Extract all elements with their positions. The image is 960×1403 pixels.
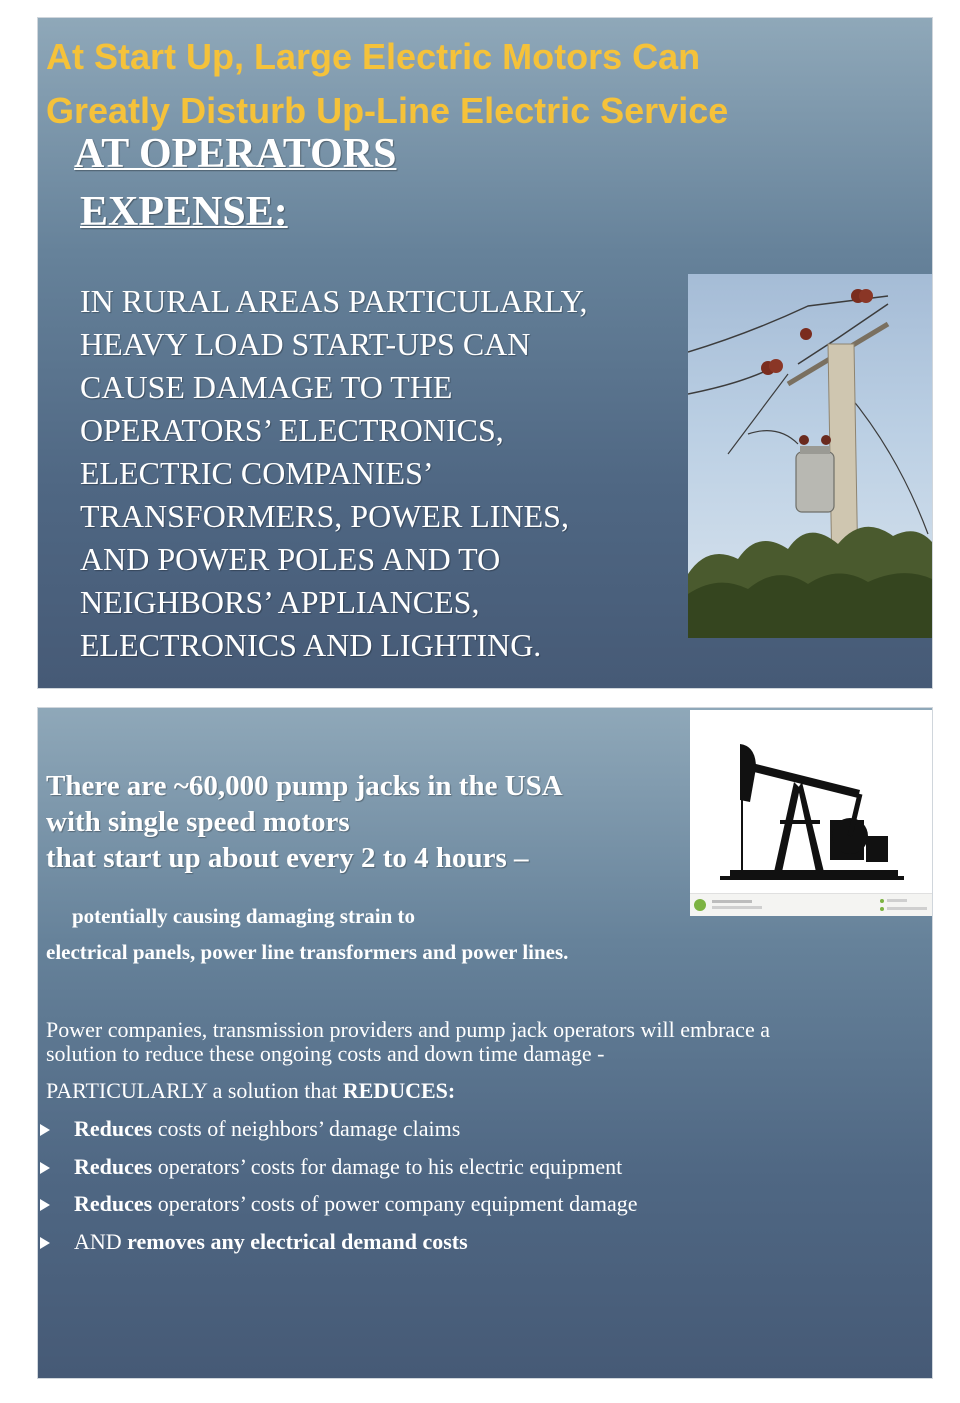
bullet-text: costs of neighbors’ damage claims — [152, 1116, 461, 1141]
particularly-line — [46, 1078, 455, 1104]
body-line: IN RURAL AREAS PARTICULARLY, — [80, 283, 588, 319]
bullet-arrow-icon — [40, 1124, 50, 1136]
slide-pump-jacks — [38, 708, 932, 1378]
slide-operators-expense — [38, 18, 932, 688]
bullet-bold: Reduces — [74, 1191, 153, 1216]
particularly-bold: REDUCES: — [342, 1078, 456, 1103]
paragraph-line: solution to reduce these ongoing costs and down time damage - — [46, 1041, 605, 1066]
body-line: ELECTRIC COMPANIES’ — [80, 455, 434, 491]
bullet-bold: Reduces — [74, 1116, 153, 1141]
strain-line-1: potentially causing damaging strain to — [72, 904, 416, 928]
paragraph-line: Power companies, transmission providers and pump jack operators will embrace a — [46, 1017, 770, 1042]
bullet-item — [38, 1229, 638, 1267]
bullet-item — [38, 1116, 638, 1154]
bullet-text: operators’ costs of power company equipment damage — [152, 1191, 638, 1216]
bullet-bold: Reduces — [74, 1153, 153, 1179]
reduces-bullet-list — [38, 1116, 638, 1266]
rural-damage-text — [80, 280, 690, 667]
lead-line: that start up about every 2 to 4 hours – — [46, 842, 529, 874]
pump-jack-lead-text — [46, 768, 686, 876]
lead-line: There are ~60,000 pump jacks in the USA — [46, 770, 563, 802]
stock-watermark-strip — [690, 893, 932, 916]
power-pole-transformer-icon — [688, 274, 932, 638]
bullet-item — [38, 1154, 638, 1192]
body-line: ELECTRONICS AND LIGHTING. — [80, 627, 542, 663]
body-line: TRANSFORMERS, POWER LINES, — [80, 498, 569, 534]
bullet-arrow-icon — [40, 1162, 50, 1174]
body-line: OPERATORS’ ELECTRONICS, — [80, 412, 504, 448]
body-line: NEIGHBORS’ APPLIANCES, — [80, 584, 480, 620]
strain-line-2: electrical panels, power line transformers and power lines. — [46, 940, 569, 964]
subhead-line-2: EXPENSE: — [80, 189, 288, 235]
bullet-prefix: AND — [74, 1228, 128, 1254]
bullet-text: operators’ costs for damage to his electric equipment — [152, 1153, 623, 1179]
body-line: HEAVY LOAD START-UPS CAN — [80, 326, 531, 362]
headline-line-1: At Start Up, Large Electric Motors Can — [46, 36, 701, 77]
lead-line: with single speed motors — [46, 806, 350, 838]
pump-jack-photo — [690, 710, 932, 916]
pump-jack-icon — [690, 710, 932, 894]
power-pole-photo — [688, 274, 932, 638]
slide-headline — [46, 30, 926, 138]
watermark-logo-icon — [690, 894, 932, 916]
bullet-bold: removes any electrical demand costs — [127, 1228, 468, 1254]
bullet-arrow-icon — [40, 1237, 50, 1249]
subhead-line-1: AT OPERATORS — [74, 131, 397, 177]
headline-line-2: Greatly Disturb Up-Line Electric Service — [46, 90, 729, 131]
body-line: AND POWER POLES AND TO — [80, 541, 501, 577]
particularly-prefix: PARTICULARLY a solution that — [46, 1078, 343, 1103]
bullet-item — [38, 1191, 638, 1229]
embrace-solution-paragraph — [46, 1018, 926, 1066]
bullet-arrow-icon — [40, 1199, 50, 1211]
body-line: CAUSE DAMAGE TO THE — [80, 369, 453, 405]
